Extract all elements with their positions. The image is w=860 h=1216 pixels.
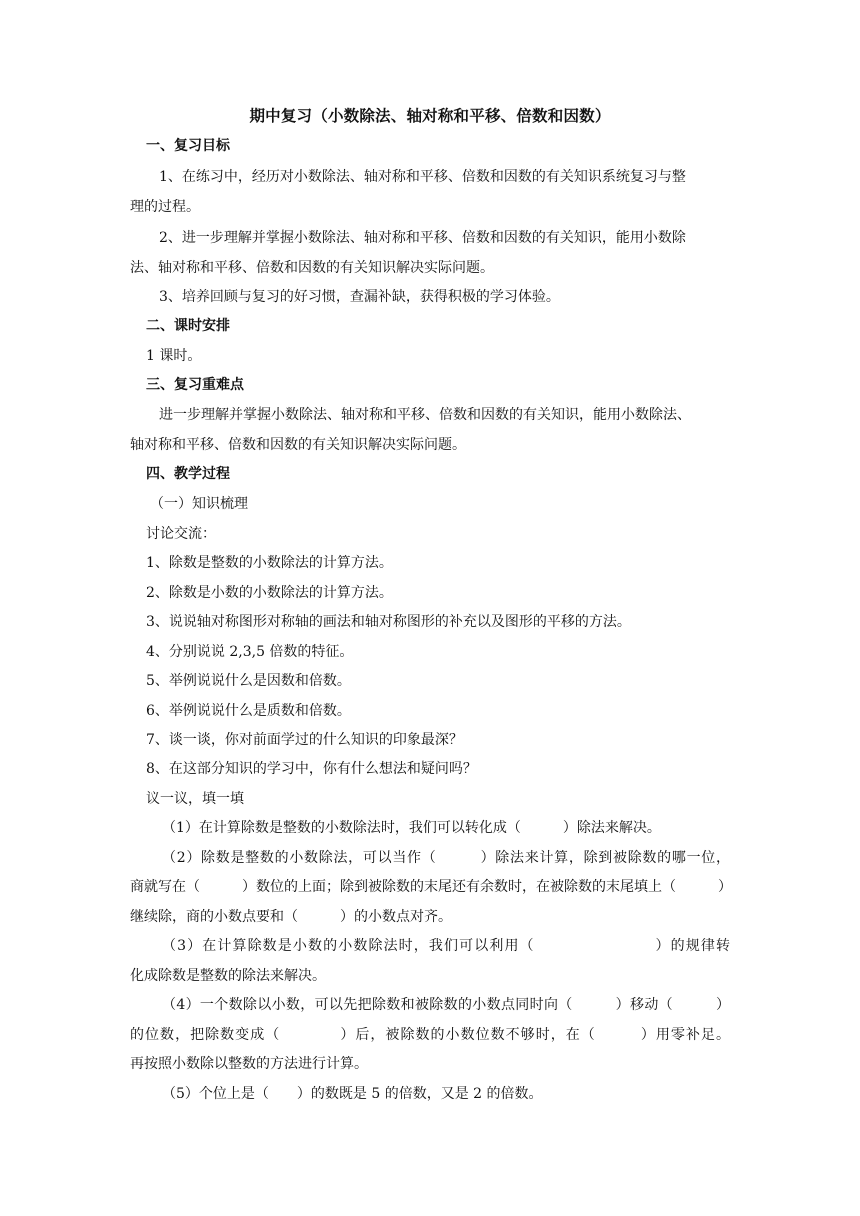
discuss-item-5: 5、举例说说什么是因数和倍数。: [146, 673, 351, 689]
fill-q4-line-3: 再按照小数除以整数的方法进行计算。: [130, 1056, 368, 1072]
fill-q1: （1）在计算除数是整数的小数除法时，我们可以转化成（ ）除法来解决。: [162, 820, 661, 836]
discuss-item-4: 4、分别说说 2,3,5 倍数的特征。: [146, 644, 354, 660]
goal-1-line-2: 理的过程。: [130, 199, 200, 215]
fill-q3-line-2: 化成除数是整数的除法来解决。: [130, 968, 326, 984]
heading-review-goals: 一、复习目标: [146, 138, 230, 154]
discuss-label: 讨论交流：: [146, 526, 216, 542]
fill-q3-line-1: （3）在计算除数是小数的小数除法时，我们可以利用（ ）的规律转: [162, 938, 730, 954]
subheading-knowledge: （一）知识梳理: [150, 496, 248, 512]
heading-key-points: 三、复习重难点: [146, 377, 244, 393]
page-title: 期中复习（小数除法、轴对称和平移、倍数和因数）: [249, 107, 611, 125]
key-points-line-2: 轴对称和平移、倍数和因数的有关知识解决实际问题。: [130, 437, 466, 453]
schedule-text: 1 课时。: [146, 348, 202, 364]
discuss-item-1: 1、除数是整数的小数除法的计算方法。: [146, 555, 393, 571]
goal-2-line-2: 法、轴对称和平移、倍数和因数的有关知识解决实际问题。: [130, 260, 494, 276]
fill-title: 议一议，填一填: [146, 791, 244, 807]
discuss-item-3: 3、说说轴对称图形对称轴的画法和轴对称图形的补充以及图形的平移的方法。: [146, 614, 631, 630]
discuss-item-2: 2、除数是小数的小数除法的计算方法。: [146, 585, 393, 601]
key-points-line-1: 进一步理解并掌握小数除法、轴对称和平移、倍数和因数的有关知识，能用小数除法、: [159, 407, 691, 423]
fill-q2-line-1: （2）除数是整数的小数除法，可以当作（ ）除法来计算，除到被除数的哪一位，: [162, 850, 730, 866]
discuss-item-8: 8、在这部分知识的学习中，你有什么想法和疑问吗？: [146, 761, 477, 777]
fill-q2-line-2: 商就写在（ ）数位的上面；除到被除数的末尾还有余数时，在被除数的末尾填上（ ）: [130, 879, 732, 895]
fill-q4-line-1: （4）一个数除以小数，可以先把除数和被除数的小数点同时向（ ）移动（ ）: [162, 997, 730, 1013]
goal-2-line-1: 2、进一步理解并掌握小数除法、轴对称和平移、倍数和因数的有关知识，能用小数除: [159, 230, 686, 246]
fill-q5: （5）个位上是（ ）的数既是 5 的倍数，又是 2 的倍数。: [162, 1086, 543, 1102]
fill-q4-line-2: 的位数，把除数变成（ ）后，被除数的小数位数不够时，在（ ）用零补足。: [130, 1027, 730, 1043]
heading-teaching-process: 四、教学过程: [146, 466, 230, 482]
discuss-item-6: 6、举例说说什么是质数和倍数。: [146, 703, 351, 719]
goal-3: 3、培养回顾与复习的好习惯，查漏补缺，获得积极的学习体验。: [159, 289, 560, 305]
heading-schedule: 二、课时安排: [146, 318, 230, 334]
discuss-item-7: 7、谈一谈，你对前面学过的什么知识的印象最深？: [146, 732, 463, 748]
goal-1-line-1: 1、在练习中，经历对小数除法、轴对称和平移、倍数和因数的有关知识系统复习与整: [159, 169, 686, 185]
fill-q2-line-3: 继续除，商的小数点要和（ ）的小数点对齐。: [130, 909, 452, 925]
